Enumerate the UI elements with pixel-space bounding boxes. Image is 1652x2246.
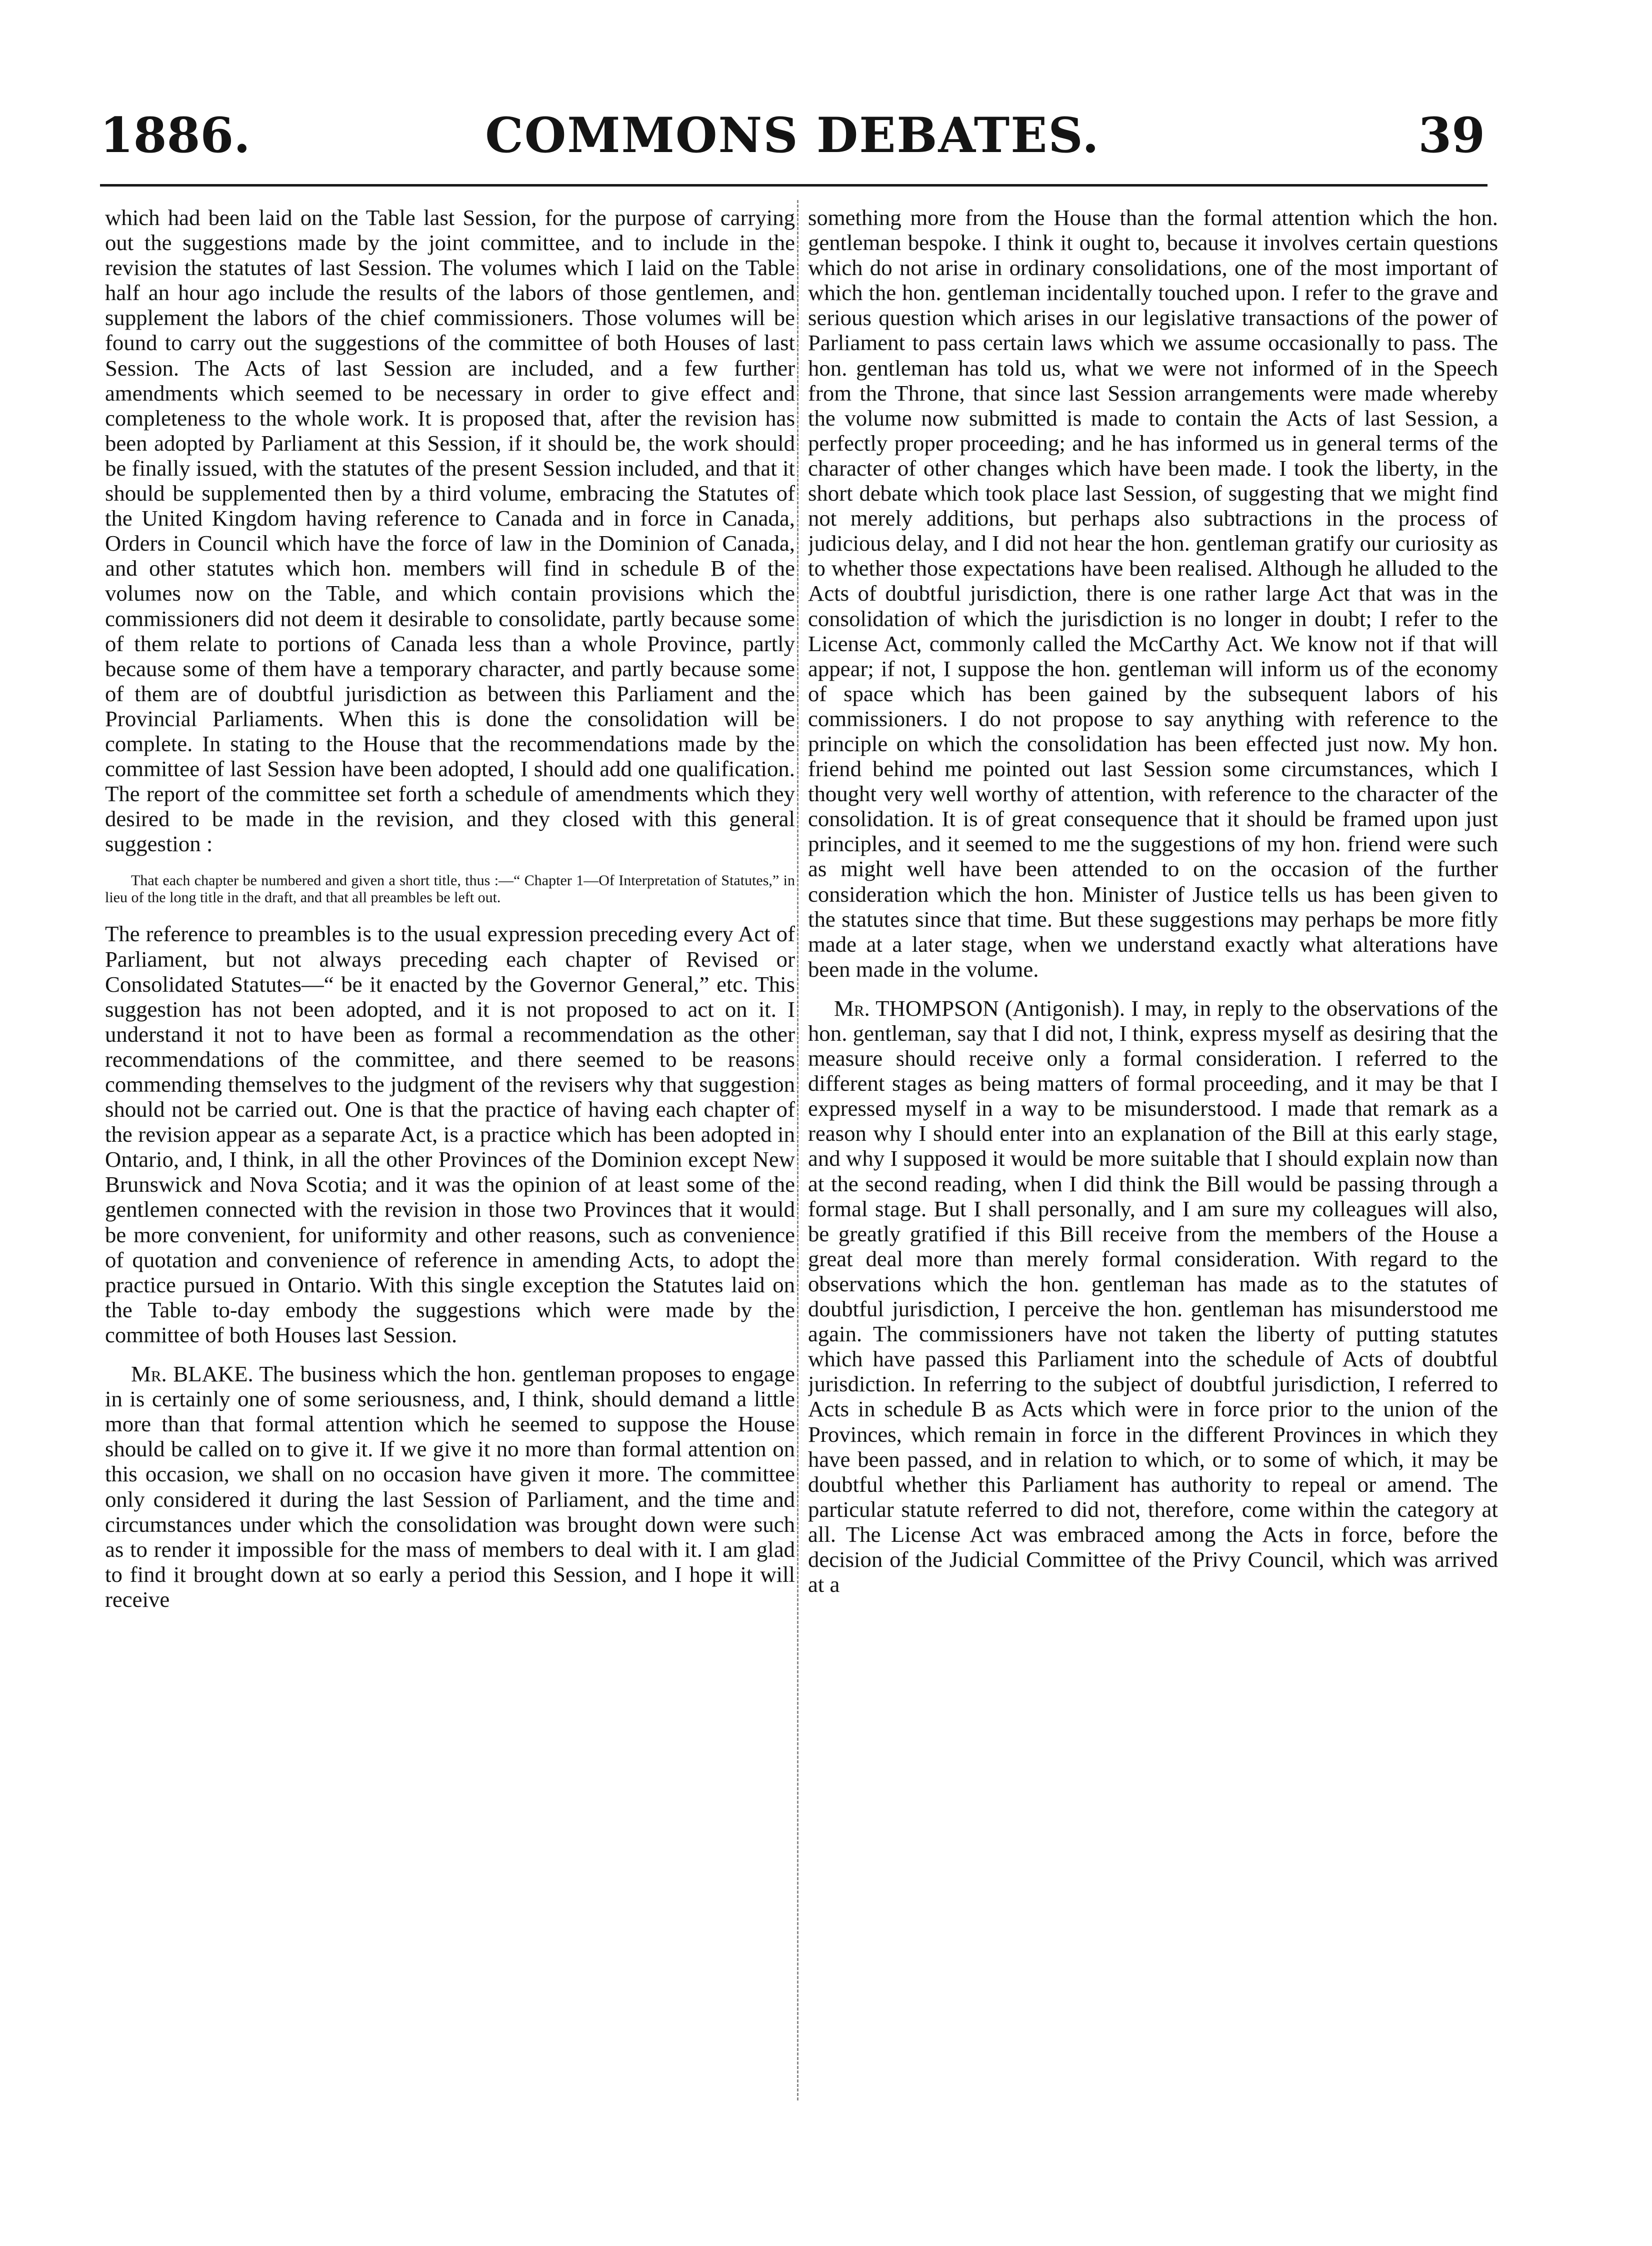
page-header	[100, 107, 1485, 182]
speaker-thompson: Mr. THOMPSON	[834, 995, 999, 1021]
blake-speech	[105, 1361, 795, 1612]
left-column	[105, 205, 795, 2075]
header-rule	[100, 184, 1488, 187]
left-paragraph-1: which had been laid on the Table last Session, for the purpose of carrying out the suggestions made by the joint committee, and to include in the revision the statutes of last Session. The volumes which I laid on the Table half an hour ago include the results of the labors of those gentlemen, and supplement the labors of the chief commissioners. Those volumes will be found to carry out the suggestions of the committee of both Houses of last Session. The Acts of last Session are included, and a few further amendments which seemed to be necessary in order to give effect and completeness to the whole work. It is proposed that, after the revision has been adopted by Parliament at this Session, if it should be, the work should be finally issued, with the statutes of the present Session included, and that it should be supplemented then by a third volume, embracing the Statutes of the United Kingdom having reference to Canada and in force in Canada, Orders in Council which have the force of law in the Dominion of Canada, and other statutes which hon. members will find in schedule B of the volumes now on the Table, and which contain provisions which the commissioners did not deem it desirable to consolidate, partly because some of them relate to portions of Canada less than a whole Province, partly because some of them have a temporary character, and partly because some of them are of doubtful jurisdiction as between this Parliament and the Provincial Parliaments. When this is done the consolidation will be complete. In stating to the House that the recommendations made by the committee of last Session have been adopted, I should add one qualification. The report of the committee set forth a schedule of amendments which they desired to be made in the revision, and they closed with this general suggestion :	[105, 205, 795, 857]
header-year: 1886.	[100, 107, 250, 164]
speaker-thompson-riding: (Antigonish).	[1004, 995, 1126, 1021]
header-page-number: 39	[1418, 107, 1485, 164]
quoted-suggestion: That each chapter be numbered and given a short title, thus :—“ Chapter 1—Of Interpretation of Statutes,” in lieu of the long title in the draft, and that all preambles be left out.	[105, 872, 795, 906]
right-paragraph-1: something more from the House than the formal attention which the hon. gentleman bespoke. I think it ought to, because it involves certain questions which do not arise in ordinary consolidations, one of the most important of which the hon. gentleman incidentally touched upon. I refer to the grave and serious question which arises in our legislative transactions of the power of Parliament to pass certain laws which we assume occasionally to pass. The hon. gentleman has told us, what we were not informed of in the Speech from the Throne, that since last Session arrangements were made whereby the volume now submitted is made to contain the Acts of last Session, a perfectly proper proceeding; and he has informed us in general terms of the character of other changes which have been made. I took the liberty, in the short debate which took place last Session, of suggesting that we might find not merely additions, but perhaps also subtractions in the process of judicious delay, and I did not hear the hon. gentleman gratify our curiosity as to whether those expectations have been realised. Although he alluded to the Acts of doubtful jurisdiction, there is one rather large Act that was in the consolidation of which the jurisdiction is no longer in doubt; I refer to the License Act, commonly called the McCarthy Act. We know not if that will appear; if not, I suppose the hon. gentleman will inform us of the economy of space which has been gained by the subsequent labors of his commissioners. I do not propose to say anything with reference to the principle on which the consolidation has been effected just now. My hon. friend behind me pointed out last Session some circumstances, which I thought very well worthy of attention, with reference to the character of the consolidation. It is of great consequence that it should be framed upon just principles, and it seemed to me the suggestions of my hon. friend were such as might well have been attended to on the occasion of the further consideration which the hon. Minister of Justice tells us has been given to the statutes since that time. But these suggestions may perhaps be more fitly made at a later stage, when we understand exactly what alterations have been made in the volume.	[808, 205, 1498, 982]
thompson-speech-text: I may, in reply to the observations of the hon. gentleman, say that I did not, I think, express myself as desiring that the measure should receive only a formal consideration. I referred to the different stages as being matters of formal proceeding, and it may be that I expressed myself in a way to be misunderstood. I made that remark as a reason why I should enter into an explanation of the Bill at this early stage, and why I supposed it would be more suitable that I should explain now than at the second reading, when I did think the Bill would be passing through a formal stage. But I shall personally, and I am sure my colleagues will also, be greatly gratified if this Bill receive from the members of the House a great deal more than merely formal consideration. With regard to the observations which the hon. gentleman has made as to the statutes of doubtful jurisdiction, I perceive the hon. gentleman has misunderstood me again. The commissioners have not taken the liberty of putting statutes which have passed this Parliament into the schedule of Acts of doubtful jurisdiction. In referring to the subject of doubtful jurisdiction, I referred to Acts in schedule B as Acts which were in force prior to the union of the Provinces, which remain in force in the different Provinces in which they have been passed, and in relation to which, or to some of which, it may be doubtful whether this Parliament has authority to repeal or amend. The particular statute referred to did not, therefore, come within the category at all. The License Act was embraced among the Acts in force, before the decision of the Judicial Committee of the Privy Council, which was arrived at a	[808, 995, 1498, 1597]
header-title: COMMONS DEBATES.	[485, 107, 1100, 164]
right-column	[808, 205, 1498, 2075]
thompson-speech	[808, 996, 1498, 1597]
speaker-blake: Mr. BLAKE.	[131, 1361, 254, 1387]
blake-speech-text: The business which the hon. gentleman proposes to engage in is certainly one of some seriousness, and, I think, should demand a little more than that formal attention which he seemed to suppose the House should be called on to give it. If we give it no more than formal attention on this occasion, we shall on no occasion have given it more. The committee only considered it during the last Session of Parliament, and the time and circumstances under which the consolidation was brought down were such as to render it impossible for the mass of members to deal with it. I am glad to find it brought down at so early a period this Session, and I hope it will receive	[105, 1361, 795, 1612]
left-paragraph-2: The reference to preambles is to the usual expression preceding every Act of Parliament, but not always preceding each chapter of Revised or Consolidated Statutes—“ be it enacted by the Governor General,” etc. This suggestion has not been adopted, and it is not proposed to act on it. I understand it not to have been as formal a recommendation as the other recommendations of the committee, and there seemed to be reasons commending themselves to the judgment of the revisers why that suggestion should not be carried out. One is that the practice of having each chapter of the revision appear as a separate Act, is a practice which has been adopted in Ontario, and, I think, in all the other Provinces of the Dominion except New Brunswick and Nova Scotia; and it was the opinion of at least some of the gentlemen connected with the revision in those two Provinces that it would be more convenient, for uniformity and other reasons, such as convenience of quotation and convenience of reference in amending Acts, to adopt the practice pursued in Ontario. With this single exception the Statutes laid on the Table to-day embody the suggestions which were made by the committee of both Houses last Session.	[105, 921, 795, 1347]
column-divider	[797, 200, 798, 2100]
